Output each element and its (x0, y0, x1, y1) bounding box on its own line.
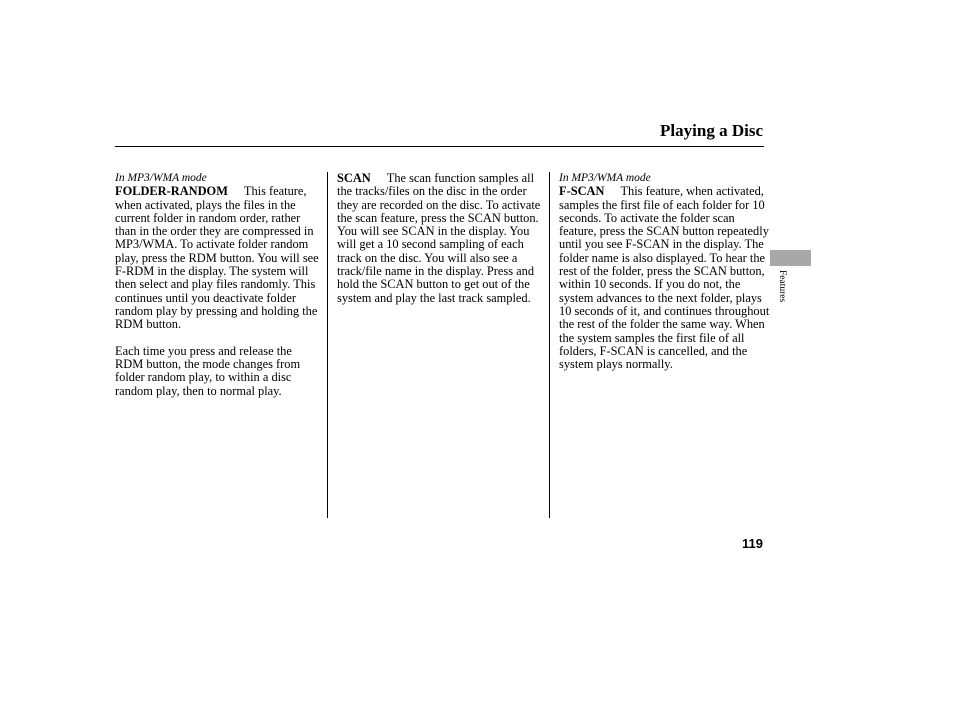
term-heading: F-SCAN (559, 184, 605, 199)
column-divider (549, 172, 550, 518)
section-tab (770, 250, 811, 266)
section-label: Features (777, 270, 787, 303)
term-heading: FOLDER-RANDOM (115, 184, 228, 199)
column-folder-random (115, 172, 320, 398)
column-divider (327, 172, 328, 518)
paragraph (559, 185, 771, 371)
title-rule (115, 146, 764, 147)
column-f-scan (559, 172, 771, 371)
paragraph (337, 172, 547, 305)
page-number: 119 (742, 536, 763, 551)
mode-label: In MP3/WMA mode (115, 172, 207, 184)
paragraph-text: This feature, when activated, samples the first file of each folder for 10 seconds. To activate the folder scan feature, press the SCAN button repeatedly until you see F-SCAN in the display. The folder name is also displayed. To hear the rest of the folder, press the SCAN button, within 10 seconds. If you do not, the system advances to the next folder, plays 10 seconds of it, and continues throughout the rest of the folder the same way. When the system samples the first file of all folders, F-SCAN is cancelled, and the system plays normally. (559, 184, 770, 372)
column-scan (337, 172, 547, 305)
mode-label: In MP3/WMA mode (559, 172, 651, 184)
page-title: Playing a Disc (660, 121, 763, 140)
paragraph (115, 185, 320, 331)
paragraph-text: This feature, when activated, plays the files in the current folder in random order, rather than in the order they are compressed in MP3/WMA. To activate folder random play, press the RDM button. You will see F-RDM in the display. The system will then select and play files randomly. This continues until you deactivate folder random play by pressing and holding the RDM button. (115, 184, 319, 332)
term-heading: SCAN (337, 171, 371, 185)
paragraph-text: The scan function samples all the tracks/files on the disc in the order they are recorded on the disc. To activate the scan feature, press the SCAN button. You will see SCAN in the display. You will get a 10 second sampling of each track on the disc. You will also see a track/file name in the display. Press and hold the SCAN button to get out of the system and play the last track sampled. (337, 171, 541, 305)
paragraph: Each time you press and release the RDM button, the mode changes from folder random play, to within a disc random play, then to normal play. (115, 343, 301, 398)
paragraph-break (115, 332, 320, 345)
